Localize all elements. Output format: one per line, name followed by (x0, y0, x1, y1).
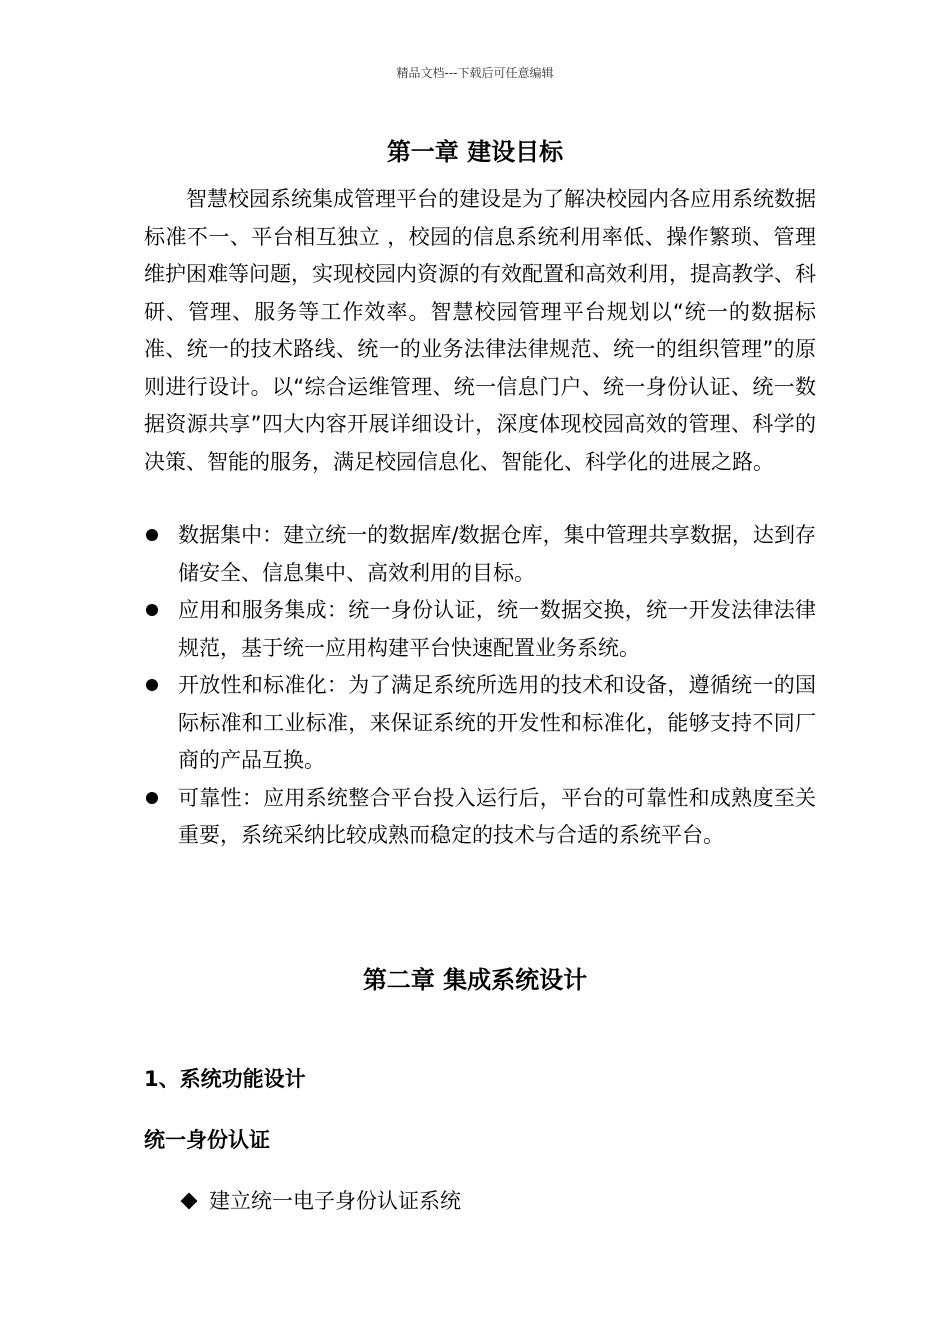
chapter-2-title: 第二章 集成系统设计 (362, 966, 588, 994)
diamond-list-item (180, 1185, 461, 1215)
section-heading-unified-auth: 统一身份认证 (144, 1128, 270, 1152)
page-header: 精品文档---下载后可任意编辑 (396, 66, 554, 80)
bullet-icon (146, 679, 158, 691)
bullet-item (144, 592, 816, 667)
bullet-text: 可靠性：应用系统整合平台投入运行后，平台的可靠性和成熟度至关重要，系统采纳比较成熟而稳定的技术与合适的系统平台。 (178, 785, 816, 847)
bullet-icon (146, 792, 158, 804)
intro-paragraph: 智慧校园系统集成管理平台的建设是为了解决校园内各应用系统数据标准不一、平台相互独立 ，校园的信息系统利用率低、操作繁琐、管理维护困难等问题，实现校园内资源的有效配置和高效利用，提高教学、科研、管理、服务等工作效率。智慧校园管理平台规划以“统一的数据标准、统一的技术路线、统一的业务法律法律规范、统一的组织管理”的原则进行设计。以“综合运维管理、统一信息门户、统一身份认证、统一数据资源共享”四大内容开展详细设计，深度体现校园高效的管理、科学的决策、智能的服务，满足校园信息化、智能化、科学化的进展之路。 (144, 187, 816, 474)
bullet-item (144, 667, 816, 780)
bullet-item (144, 780, 816, 855)
bullet-text: 应用和服务集成：统一身份认证，统一数据交换，统一开发法律法律规范，基于统一应用构建平台快速配置业务系统。 (178, 598, 816, 660)
chapter-1-title: 第一章 建设目标 (386, 138, 564, 166)
section-heading-function-design: 1、系统功能设计 (144, 1067, 306, 1091)
bullet-icon (146, 529, 158, 541)
bullet-text: 数据集中：建立统一的数据库/数据仓库，集中管理共享数据，达到存储安全、信息集中、高效利用的目标。 (178, 523, 816, 585)
diamond-bullet-icon (181, 1193, 198, 1210)
diamond-item-text: 建立统一电子身份认证系统 (209, 1189, 461, 1213)
goal-bullet-list (144, 517, 816, 855)
bullet-text: 开放性和标准化：为了满足系统所选用的技术和设备，遵循统一的国际标准和工业标准，来保证系统的开发性和标准化，能够支持不同厂商的产品互换。 (178, 673, 816, 772)
bullet-item (144, 517, 816, 592)
bullet-icon (146, 604, 158, 616)
